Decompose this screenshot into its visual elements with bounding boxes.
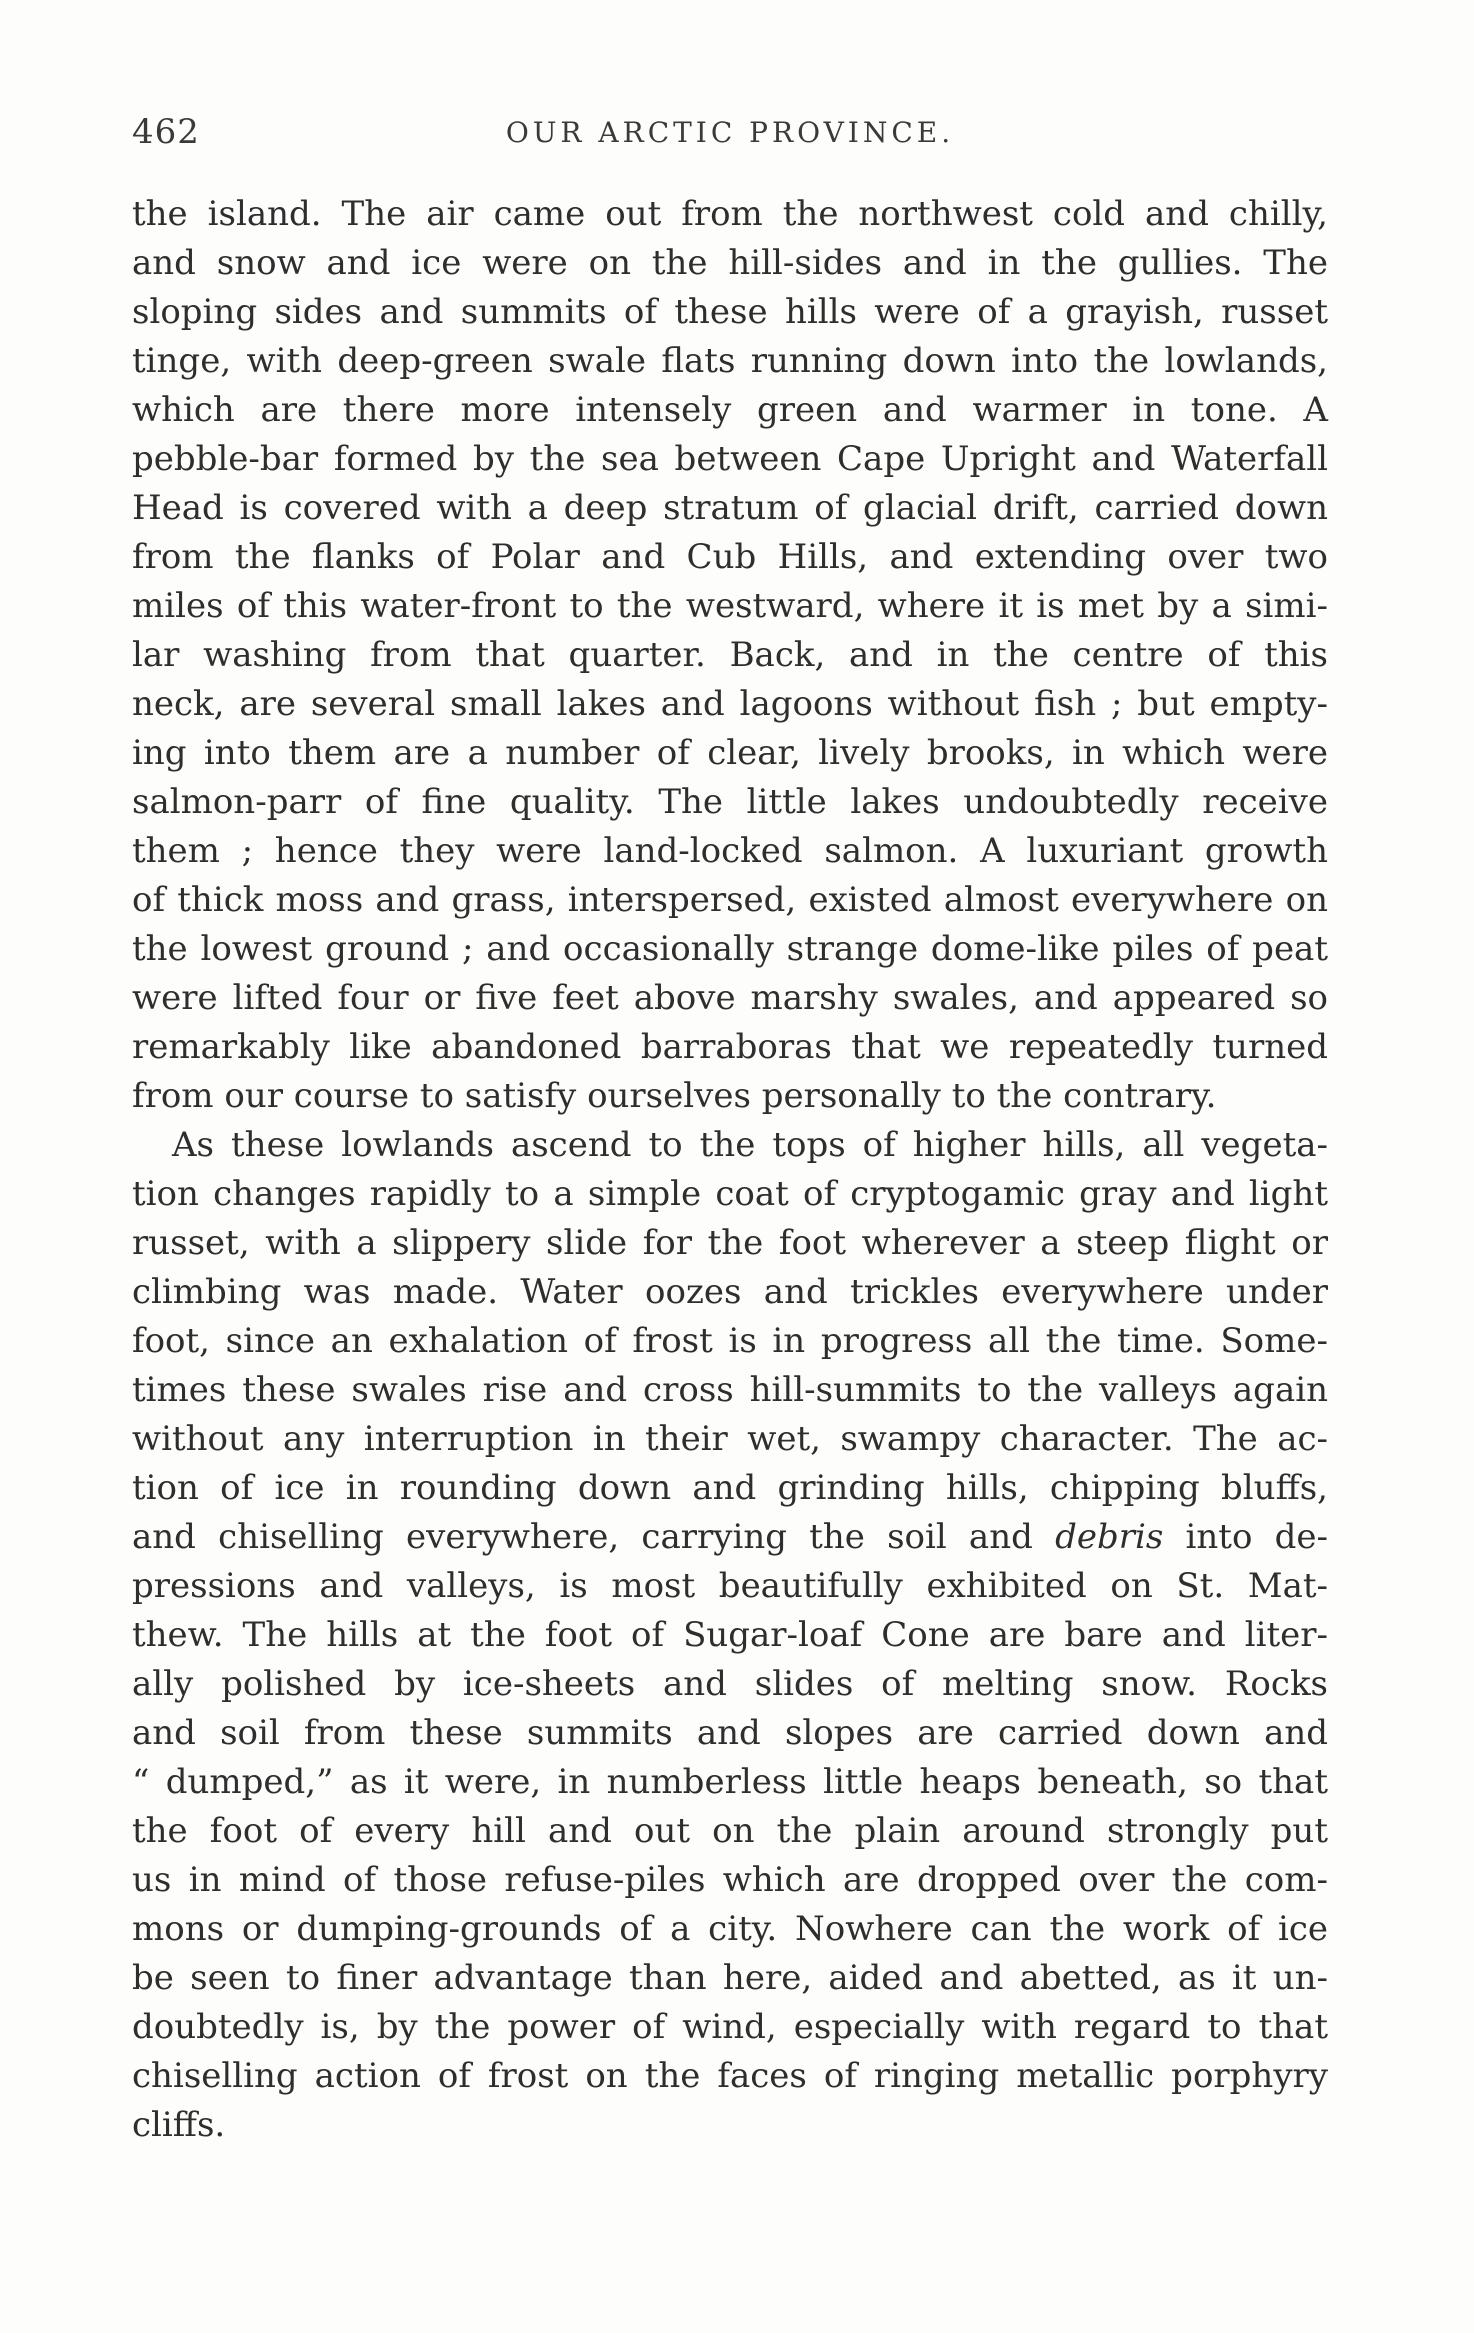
running-head (132, 112, 1328, 162)
text-line: and snow and ice were on the hill-sides and in the gullies. The (132, 243, 1328, 283)
text-line: and soil from these summits and slopes are carried down and (132, 1713, 1328, 1753)
text-line: the lowest ground ; and occasionally strange dome-like piles of peat (132, 929, 1328, 969)
body-text (132, 190, 1328, 2150)
text-line: the island. The air came out from the northwest cold and chilly, (132, 194, 1328, 234)
text-line: neck, are several small lakes and lagoons without fish ; but empty- (132, 684, 1328, 724)
text-line: of thick moss and grass, interspersed, existed almost everywhere on (132, 880, 1328, 920)
text-line: pressions and valleys, is most beautifully exhibited on St. Mat- (132, 1566, 1328, 1606)
text-line: chiselling action of frost on the faces of ringing metallic porphyry (132, 2056, 1328, 2096)
text-line: tinge, with deep-green swale flats running down into the lowlands, (132, 341, 1328, 381)
text-line: lar washing from that quarter. Back, and in the centre of this (132, 635, 1328, 675)
text-line: cliffs. (132, 2105, 226, 2145)
text-line: times these swales rise and cross hill-summits to the valleys again (132, 1370, 1328, 1410)
text-line: climbing was made. Water oozes and trickles everywhere under (132, 1272, 1328, 1312)
text-line: foot, since an exhalation of frost is in progress all the time. Some- (132, 1321, 1328, 1361)
text-line: salmon-parr of fine quality. The little lakes undoubtedly receive (132, 782, 1328, 822)
text-line: pebble-bar formed by the sea between Cape Upright and Waterfall (132, 439, 1328, 479)
text-line: which are there more intensely green and warmer in tone. A (132, 390, 1328, 430)
text-line: without any interruption in their wet, swampy character. The ac- (132, 1419, 1328, 1459)
text-line: “ dumped,” as it were, in numberless little heaps beneath, so that (132, 1762, 1328, 1802)
text-line: As these lowlands ascend to the tops of higher hills, all vegeta- (172, 1125, 1328, 1165)
text-line: were lifted four or five feet above marshy swales, and appeared so (132, 978, 1328, 1018)
text-line: thew. The hills at the foot of Sugar-loaf Cone are bare and liter- (132, 1615, 1328, 1655)
text-line: sloping sides and summits of these hills were of a grayish, russet (132, 292, 1328, 332)
text-line: be seen to finer advantage than here, aided and abetted, as it un- (132, 1958, 1328, 1998)
text-line: Head is covered with a deep stratum of glacial drift, carried down (132, 488, 1328, 528)
text-line: ally polished by ice-sheets and slides of melting snow. Rocks (132, 1664, 1328, 1704)
text-line: them ; hence they were land-locked salmon. A luxuriant growth (132, 831, 1328, 871)
italic-word: debris (1055, 1517, 1164, 1557)
text-line: tion of ice in rounding down and grinding hills, chipping bluffs, (132, 1468, 1328, 1508)
running-title: OUR ARCTIC PROVINCE. (505, 116, 955, 149)
text-line: from our course to satisfy ourselves personally to the contrary. (132, 1076, 1217, 1116)
text-line: remarkably like abandoned barraboras that we repeatedly turned (132, 1027, 1328, 1067)
text-line: from the flanks of Polar and Cub Hills, and extending over two (132, 537, 1328, 577)
text-line: ing into them are a number of clear, lively brooks, in which were (132, 733, 1328, 773)
text-line: doubtedly is, by the power of wind, especially with regard to that (132, 2007, 1328, 2047)
page-number: 462 (132, 112, 200, 152)
text-line: us in mind of those refuse-piles which are dropped over the com- (132, 1860, 1328, 1900)
text-line: tion changes rapidly to a simple coat of cryptogamic gray and light (132, 1174, 1328, 1214)
text-line: the foot of every hill and out on the plain around strongly put (132, 1811, 1328, 1851)
paragraph-1 (132, 190, 1328, 1121)
text-line: mons or dumping-grounds of a city. Nowhere can the work of ice (132, 1909, 1328, 1949)
text-line: miles of this water-front to the westward, where it is met by a simi- (132, 586, 1328, 626)
text-line: russet, with a slippery slide for the foot wherever a steep flight or (132, 1223, 1328, 1263)
text-line-italic: and chiselling everywhere, carrying the soil and debris into de- (132, 1517, 1328, 1557)
paragraph-2 (132, 1121, 1328, 2150)
